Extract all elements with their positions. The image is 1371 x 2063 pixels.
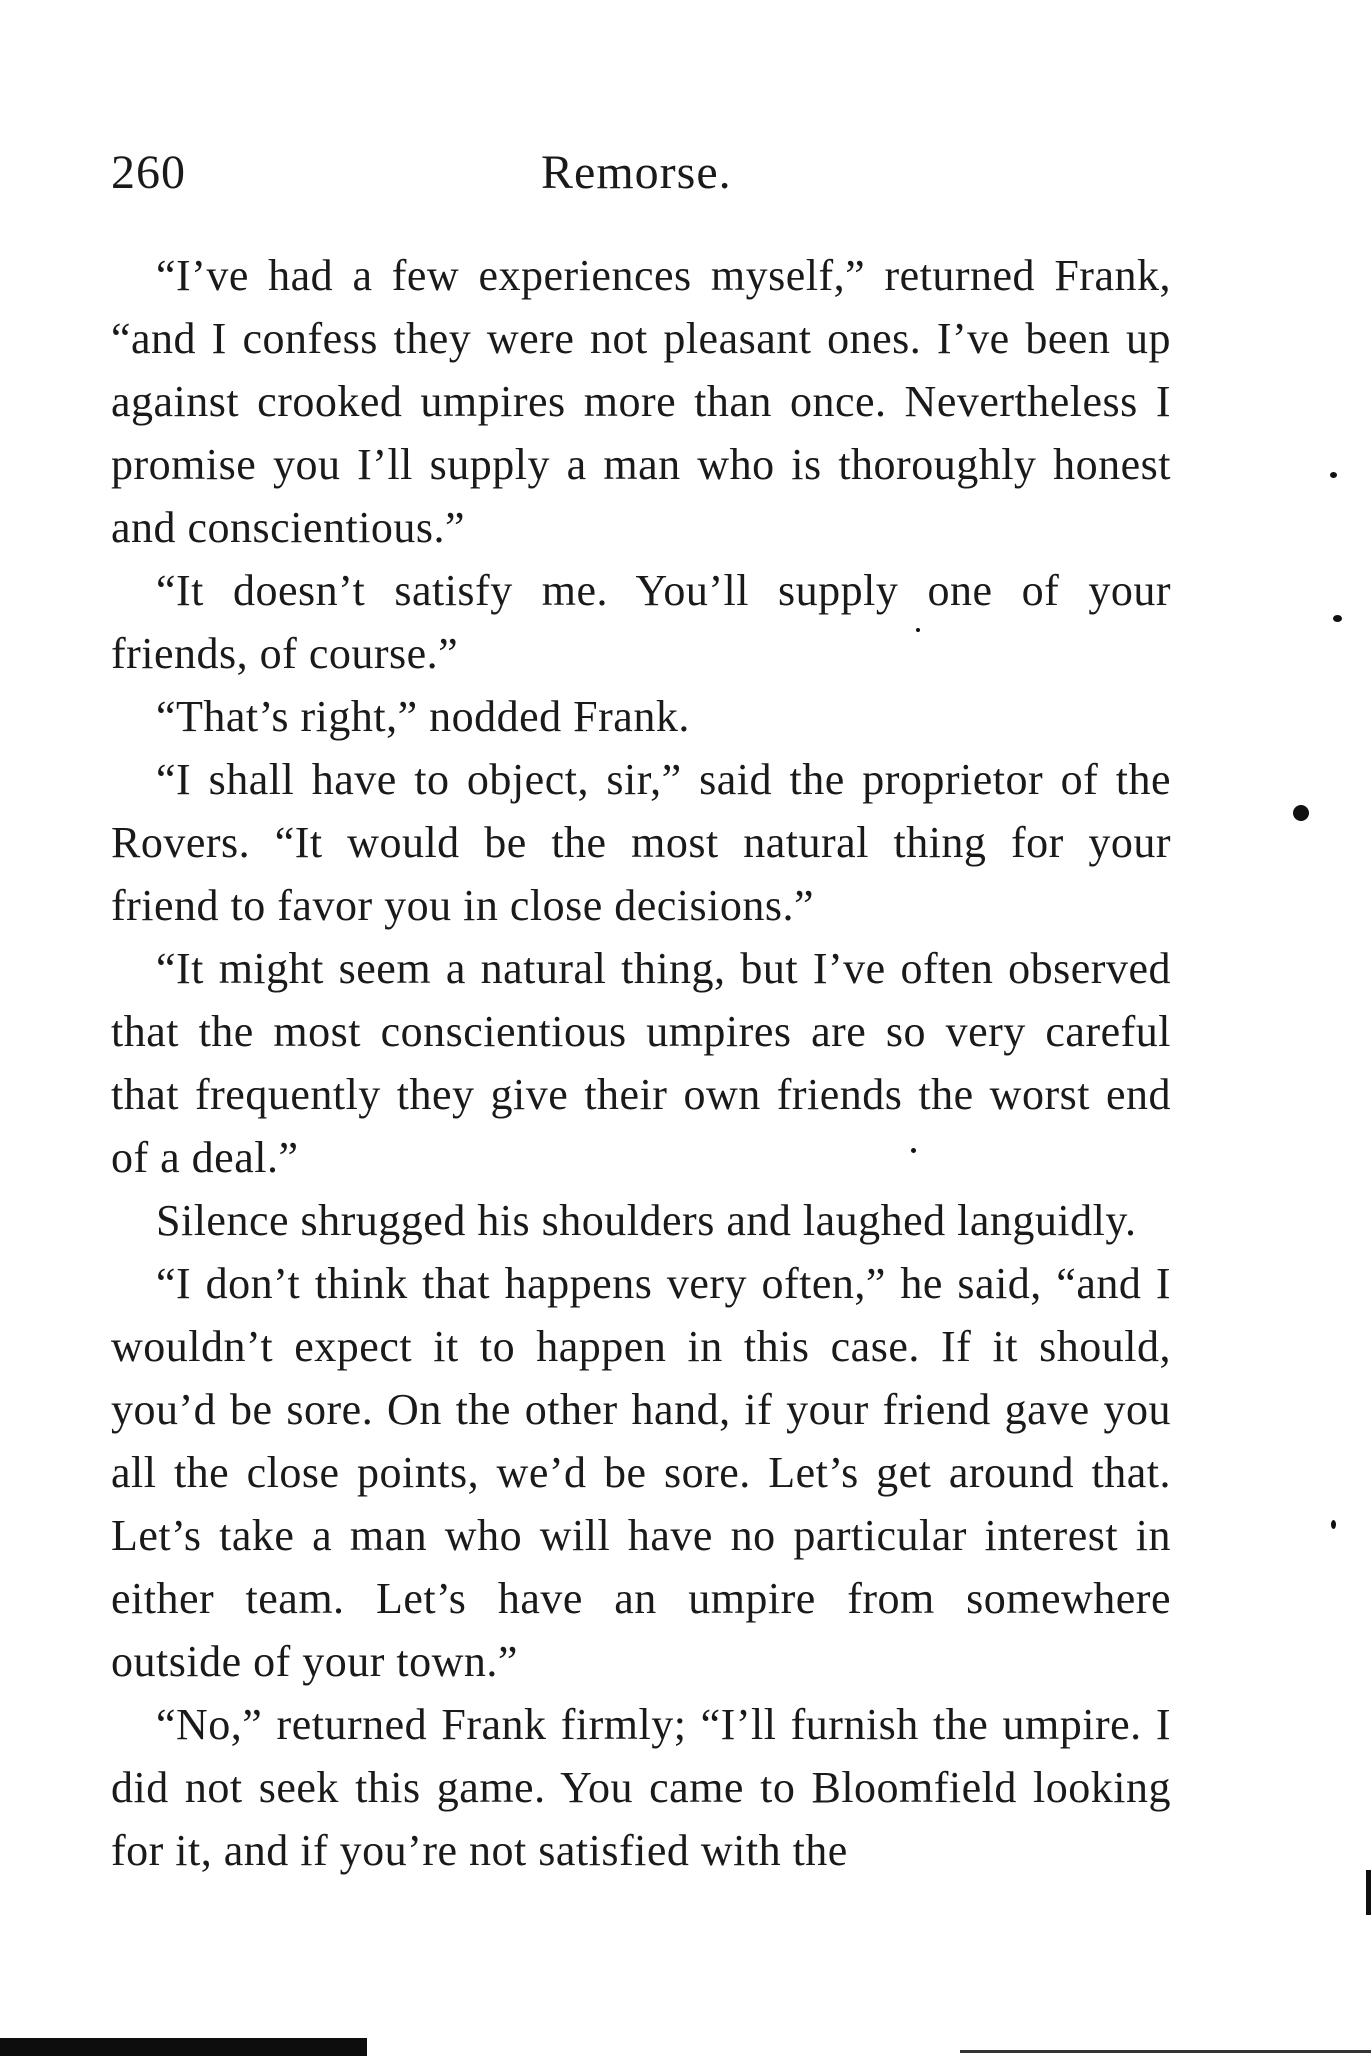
scan-speck — [916, 628, 920, 632]
paragraph: “No,” returned Frank firmly; “I’ll furnish the umpire. I did not seek this game. You came to Bloomfield looking for it, and if you’re not satisfied with the — [111, 1700, 1171, 1875]
scan-speck — [1293, 805, 1309, 821]
scan-edge-mark — [1366, 1870, 1371, 1915]
page-number: 260 — [111, 146, 186, 199]
paragraph: “I don’t think that happens very often,” he said, “and I wouldn’t expect it to happen in this case. If it should, you’d be sore. On the other hand, if your friend gave you all the close points, we’d be sore. Let’s get around that. Let’s take a man who will have no particular interest in either team. Let’s have an umpire from somewhere outside of your town.” — [111, 1259, 1171, 1686]
paragraph: “I’ve had a few experiences myself,” returned Frank, “and I confess they were not pleasant ones. I’ve been up against crooked umpires more than once. Nevertheless I promise you I’ll supply a man who is thoroughly honest and conscientious.” — [111, 251, 1171, 552]
paragraph: “It might seem a natural thing, but I’ve often observed that the most conscientious umpires are so very careful that frequently they give their own friends the worst end of a deal.” — [111, 944, 1171, 1182]
scan-bottom-rule — [960, 2050, 1371, 2053]
running-head — [111, 145, 1171, 215]
running-title: Remorse. — [541, 146, 732, 199]
paragraph: Silence shrugged his shoulders and laughed languidly. — [156, 1196, 1137, 1245]
scan-speck — [1331, 1520, 1336, 1529]
scan-speck — [1330, 472, 1337, 478]
body-text — [111, 244, 1171, 1882]
paragraph: “I shall have to object, sir,” said the proprietor of the Rovers. “It would be the most natural thing for your friend to favor you in close decisions.” — [111, 755, 1171, 930]
scan-bottom-bar — [0, 2038, 367, 2056]
scan-speck — [1333, 615, 1342, 622]
paragraph: “That’s right,” nodded Frank. — [156, 692, 690, 741]
paragraph: “It doesn’t satisfy me. You’ll supply one of your friends, of course.” — [111, 566, 1171, 678]
scan-speck — [911, 1148, 916, 1153]
